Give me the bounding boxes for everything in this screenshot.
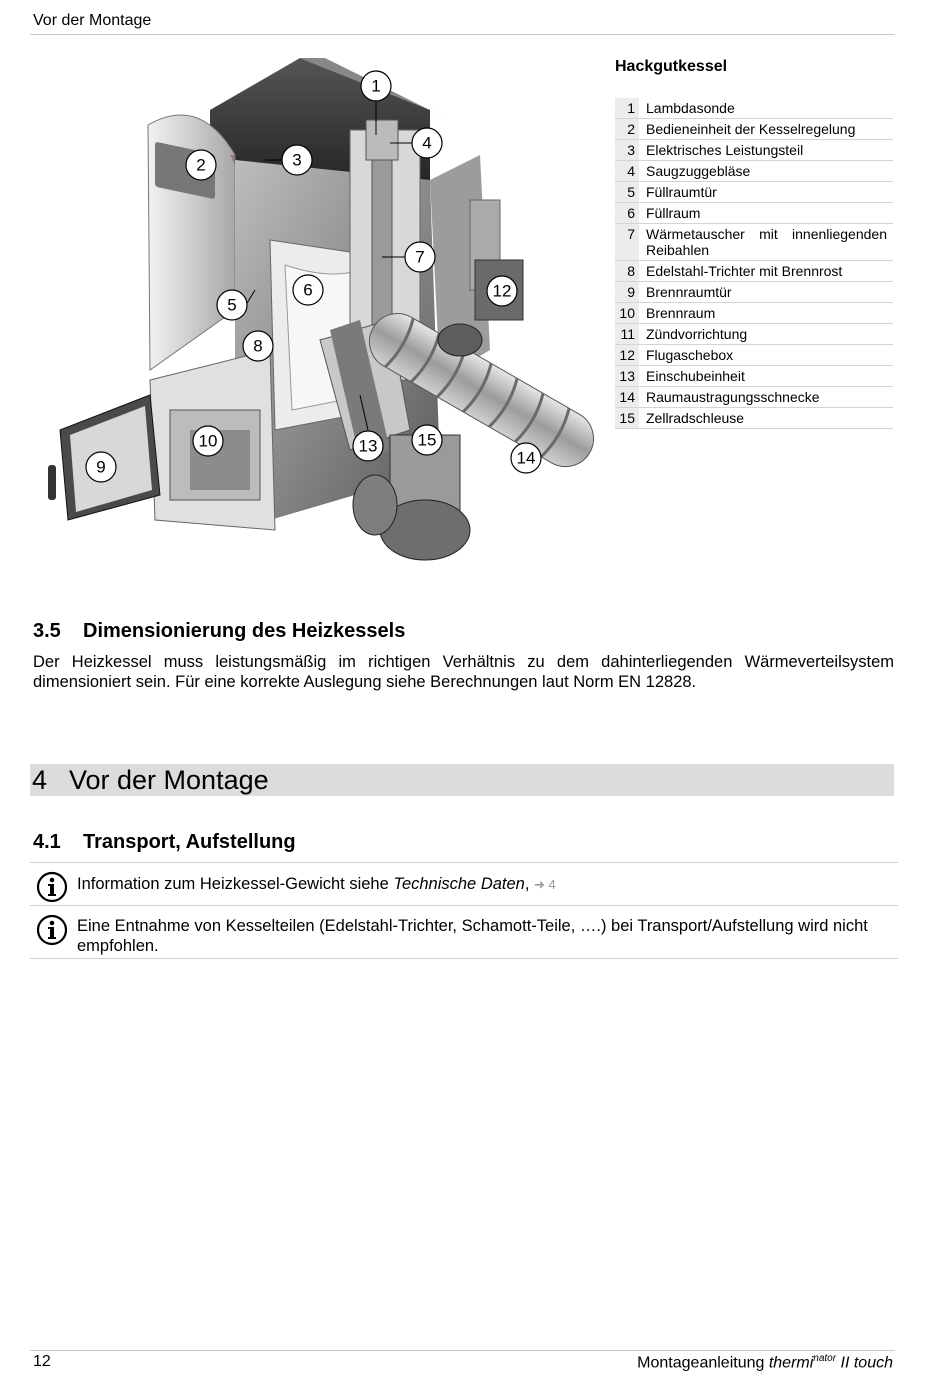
svg-text:3: 3: [292, 150, 302, 170]
legend-label: Zündvorrichtung: [646, 326, 748, 342]
legend-label: Füllraum: [646, 205, 701, 221]
section-title: Transport, Aufstellung: [83, 831, 296, 853]
legend-number: 7: [615, 224, 639, 260]
section-number: 3.5: [33, 620, 61, 642]
footer-rule: [30, 1350, 895, 1351]
callout-6: [293, 275, 323, 305]
legend-number: 5: [615, 182, 639, 202]
legend-label: Flugaschebox: [646, 347, 734, 363]
legend-row: [615, 345, 893, 366]
section-4-1-heading: [33, 831, 296, 854]
legend-label: Brennraum: [646, 305, 716, 321]
callout-14: [511, 443, 541, 473]
legend-row: [615, 324, 893, 345]
legend-row: [615, 387, 893, 408]
legend-number: 3: [615, 140, 639, 160]
legend-number: 4: [615, 161, 639, 181]
svg-text:13: 13: [358, 436, 378, 456]
boiler-cutaway-figure: [30, 50, 610, 565]
legend-label: Einschubeinheit: [646, 368, 745, 384]
callout-8: [243, 331, 273, 361]
running-head: Vor der Montage: [33, 12, 152, 29]
callout-10: [193, 426, 223, 456]
legend-label: Raumaustragungsschnecke: [646, 389, 820, 405]
info-note-text: Information zum Heizkessel-Gewicht siehe Technische Daten, ➜ 4: [77, 875, 556, 893]
info-icon: [36, 871, 68, 908]
footer-document-title: Montageanleitung thermi$^{nator}$ II touch: [637, 1353, 893, 1372]
legend-row: [615, 161, 893, 182]
svg-text:7: 7: [415, 247, 425, 267]
legend-label: Füllraumtür: [646, 184, 717, 200]
legend-row: [615, 224, 893, 261]
legend-row: [615, 408, 893, 429]
legend-number: 15: [615, 408, 639, 428]
legend-row: [615, 366, 893, 387]
legend-label: Lambdasonde: [646, 100, 735, 116]
svg-text:1: 1: [371, 76, 381, 96]
svg-text:9: 9: [96, 457, 106, 477]
legend-title: Hackgutkessel: [615, 58, 728, 75]
legend-row: [615, 119, 893, 140]
legend-label: Brennraumtür: [646, 284, 732, 300]
svg-text:8: 8: [253, 336, 263, 356]
legend-row: [615, 261, 893, 282]
callout-9: [86, 452, 116, 482]
chapter-4-heading: [32, 764, 269, 796]
svg-text:5: 5: [227, 295, 237, 315]
legend-label: Edelstahl-Trichter mit Brennrost: [646, 263, 843, 279]
legend-number: 13: [615, 366, 639, 386]
info-note-text: Eine Entnahme von Kesselteilen (Edelstahl-Trichter, Schamott-Teile, ….) bei Transport/Aufstellung wird nicht empfohlen.: [77, 917, 868, 955]
info-note: [30, 905, 898, 959]
callout-12: [487, 276, 517, 306]
section-3-5-paragraph: Der Heizkessel muss leistungsmäßig im richtigen Verhältnis zu dem dahinterliegenden Wärmeverteilsystem dimensioniert sein. Für eine korrekte Auslegung siehe Berechnungen laut Norm EN 12828.: [33, 653, 894, 691]
legend-number: 8: [615, 261, 639, 281]
legend-number: 6: [615, 203, 639, 223]
legend-row: [615, 140, 893, 161]
legend-row: [615, 182, 893, 203]
svg-text:4: 4: [422, 133, 432, 153]
svg-text:12: 12: [492, 281, 512, 301]
legend-number: 10: [615, 303, 639, 323]
legend-row: [615, 282, 893, 303]
svg-text:6: 6: [303, 280, 313, 300]
info-note: [30, 862, 898, 905]
callout-15: [412, 425, 442, 455]
callout-2: [186, 150, 216, 180]
section-3-5-heading: [33, 620, 405, 643]
legend-number: 1: [615, 98, 639, 118]
legend-row: [615, 98, 893, 119]
svg-text:15: 15: [417, 430, 437, 450]
svg-text:14: 14: [516, 448, 536, 468]
legend-number: 9: [615, 282, 639, 302]
svg-text:10: 10: [198, 431, 218, 451]
section-number: 4.1: [33, 831, 61, 853]
legend-number: 14: [615, 387, 639, 407]
legend-table: [615, 98, 893, 429]
legend-row: [615, 303, 893, 324]
legend-label: Zellradschleuse: [646, 410, 745, 426]
legend-label: Elektrisches Leistungsteil: [646, 142, 804, 158]
chapter-title: Vor der Montage: [69, 765, 269, 795]
legend-label: Saugzuggebläse: [646, 163, 751, 179]
header-rule: [30, 34, 895, 35]
legend-number: 2: [615, 119, 639, 139]
info-icon: [36, 914, 68, 951]
legend-label: Bedieneinheit der Kesselregelung: [646, 121, 856, 137]
technical-data-reference[interactable]: Technische Daten: [393, 875, 525, 893]
legend-label: Wärmetauscher mit innenliegenden Reibahlen: [646, 226, 887, 258]
page-cross-reference[interactable]: ➜ 4: [534, 877, 556, 892]
legend-row: [615, 203, 893, 224]
legend-number: 11: [615, 324, 639, 344]
section-title: Dimensionierung des Heizkessels: [83, 620, 406, 642]
svg-text:2: 2: [196, 155, 206, 175]
chapter-number: 4: [32, 765, 48, 795]
page-number: 12: [33, 1353, 51, 1370]
legend-number: 12: [615, 345, 639, 365]
